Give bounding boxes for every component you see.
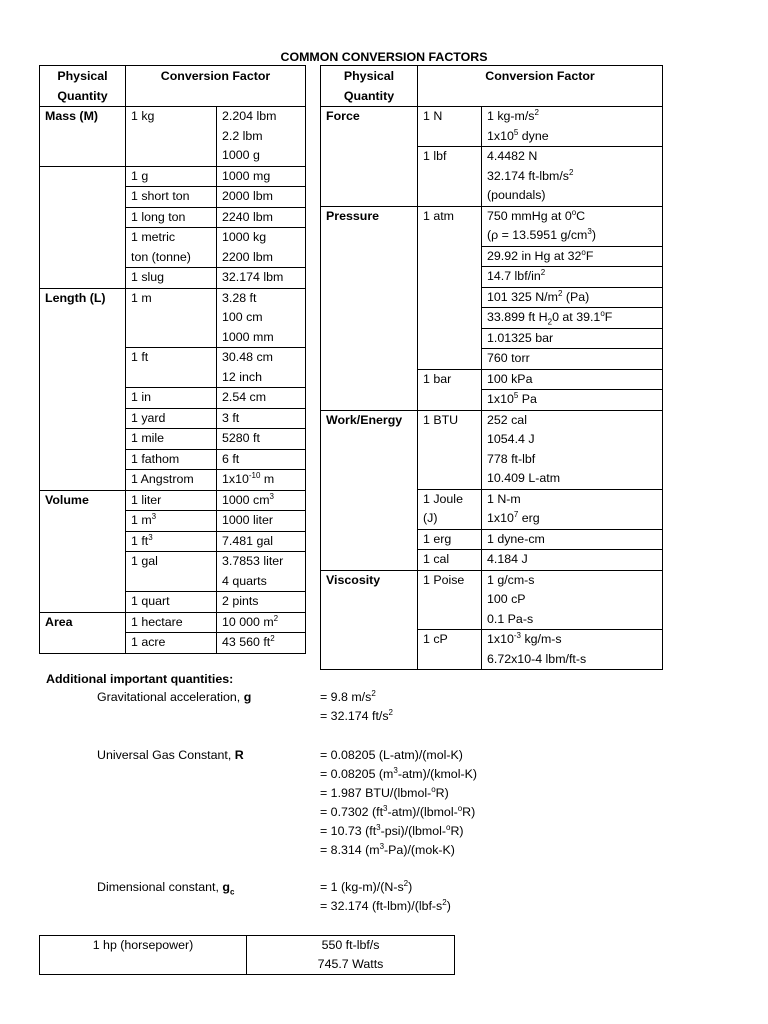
unit-cell	[418, 570, 482, 630]
value-text: 7.481 gal	[222, 533, 273, 548]
unit-text: 1 liter	[131, 492, 162, 507]
unit-cell	[126, 429, 217, 450]
unit-text: 1 metric	[131, 230, 176, 244]
unit-text: 1 cP	[423, 632, 448, 646]
unit-cell	[418, 529, 482, 550]
value-text: 12 inch	[222, 369, 262, 384]
value-text: 100 cm	[222, 310, 263, 324]
quantity-value: = 0.08205 $(m^3-atm)/(kmol-K)$	[320, 765, 477, 781]
unit-text: 1 Joule	[423, 491, 463, 506]
gas-constant-values	[320, 746, 477, 860]
unit-text: 1 fathom	[131, 451, 180, 466]
unit-text: 1 slug	[131, 270, 165, 284]
value-text: 3.28 ft	[222, 290, 257, 305]
table-row	[321, 570, 663, 630]
value-text: 2.54 cm	[222, 390, 267, 404]
value-text: 6 ft	[222, 451, 240, 466]
quantity-value: = 1.987 BTU/(lbmol-$^o$R)	[320, 784, 449, 800]
quantity-cell: Area	[40, 612, 126, 653]
unit-cell	[418, 107, 482, 147]
value-cell	[482, 369, 663, 390]
gravity-label: Gravitational acceleration, g	[97, 690, 252, 704]
value-text: $1x10^5$ Pa	[487, 390, 537, 406]
unit-cell	[126, 268, 217, 289]
quantity-value: = 1 $(kg-m)/(N-s^2)$	[320, 878, 413, 894]
unit-text: 1 $m^3$	[131, 511, 157, 527]
value-cell	[217, 288, 306, 348]
value-cell	[217, 552, 306, 592]
table-row	[40, 490, 306, 511]
value-text: 4.184 J	[487, 552, 528, 566]
unit-text: 1 erg	[423, 531, 452, 546]
horsepower-values: 550 ft-lbf/s 745.7 Watts	[247, 936, 455, 975]
unit-cell	[126, 470, 217, 491]
value-text: 2000 lbm	[222, 189, 273, 203]
value-cell	[217, 470, 306, 491]
unit-cell	[126, 592, 217, 613]
quantity-cell: Pressure	[321, 206, 418, 410]
quantity-value: = 0.7302 $(ft^3-atm)/(lbmol-^oR)$	[320, 803, 476, 819]
value-cell	[482, 489, 663, 529]
value-cell	[217, 633, 306, 654]
value-cell	[217, 531, 306, 552]
unit-cell	[418, 369, 482, 410]
value-cell	[217, 429, 306, 450]
horsepower-label: 1 hp (horsepower)	[40, 936, 247, 975]
value-text: 3 ft	[222, 410, 240, 425]
value-text: 3.7853 liter	[222, 554, 284, 568]
header-physical-quantity: Physical Quantity	[321, 66, 418, 107]
conversion-table-right	[320, 65, 663, 670]
value-cell	[217, 228, 306, 268]
unit-text: ton (tonne)	[131, 249, 191, 264]
unit-text: 1 acre	[131, 635, 166, 649]
value-text: 1000 kg	[222, 230, 267, 244]
header-physical-quantity: Physical Quantity	[40, 66, 126, 107]
unit-cell	[126, 207, 217, 228]
value-cell	[482, 570, 663, 630]
value-cell	[482, 410, 663, 489]
unit-cell	[126, 348, 217, 388]
unit-cell	[126, 228, 217, 268]
quantity-cell: Length (L)	[40, 288, 126, 490]
unit-cell	[418, 630, 482, 670]
value-cell	[482, 267, 663, 288]
unit-text: 1 bar	[423, 371, 452, 386]
unit-cell	[126, 388, 217, 409]
quantity-value: = 32.174 $ft/s^2$	[320, 707, 393, 723]
value-cell	[217, 107, 306, 167]
unit-text: 1 BTU	[423, 412, 459, 427]
unit-cell	[418, 550, 482, 571]
value-text: 1000 mg	[222, 168, 271, 183]
value-text: 1.01325 bar	[487, 330, 554, 345]
unit-cell	[418, 206, 482, 369]
value-cell	[217, 187, 306, 208]
quantity-value: = 10.73 $(ft^3-psi)/(lbmol-^oR)$	[320, 822, 464, 838]
header-conversion-factor: Conversion Factor	[126, 66, 306, 107]
value-text: 1000 mm	[222, 329, 274, 344]
quantity-cell: Work/Energy	[321, 410, 418, 570]
unit-cell	[418, 147, 482, 207]
value-text: 32.174 $ft-lbm/s^2$	[487, 167, 574, 183]
unit-cell	[126, 531, 217, 552]
unit-text: 1 short ton	[131, 189, 190, 203]
value-text: 760 torr	[487, 351, 530, 365]
unit-cell	[126, 449, 217, 470]
unit-text: 1 atm	[423, 208, 454, 223]
value-text: 33.899 ft $H_20$ at 39.1$^o$F	[487, 308, 613, 327]
header-conversion-factor: Conversion Factor	[418, 66, 663, 107]
quantity-value: = 8.314 $(m^3-Pa)/(mok-K)$	[320, 841, 455, 857]
value-text: 1 N-m	[487, 491, 521, 506]
unit-text: 1 quart	[131, 594, 170, 608]
value-text: 1 dyne-cm	[487, 531, 545, 546]
value-text: 4 quarts	[222, 573, 267, 588]
unit-text: 1 in	[131, 390, 151, 404]
value-text: 5280 ft	[222, 431, 260, 445]
quantity-cell: Force	[321, 107, 418, 207]
unit-cell	[126, 288, 217, 348]
value-text: 2 pints	[222, 594, 259, 608]
quantity-value: = 9.8 $m/s^2$	[320, 688, 376, 704]
quantity-value: = 0.08205 (L-atm)/(mol-K)	[320, 748, 463, 762]
value-text: 750 mmHg at 0$^o$C	[487, 207, 586, 223]
quantity-cell: Mass (M)	[40, 107, 126, 167]
value-text: 10 000 $m^2$	[222, 613, 279, 629]
value-text: 2.2 lbm	[222, 128, 263, 143]
quantity-cell	[40, 166, 126, 288]
unit-text: 1 lbf	[423, 149, 447, 163]
value-cell	[482, 550, 663, 571]
unit-cell	[126, 166, 217, 187]
unit-cell	[126, 511, 217, 532]
value-cell	[482, 287, 663, 308]
value-text: 1 g/cm-s	[487, 572, 535, 587]
dimensional-constant-values	[320, 878, 451, 916]
value-text: $1x10^{-3}$ kg/m-s	[487, 630, 562, 646]
value-cell	[217, 388, 306, 409]
value-text: $1x10^5$ dyne	[487, 127, 549, 143]
value-text: 2.204 lbm	[222, 109, 277, 123]
unit-text: 1 kg	[131, 109, 155, 123]
value-cell	[482, 246, 663, 267]
value-text: 43 560 $ft^2$	[222, 633, 275, 649]
unit-text: 1 m	[131, 290, 152, 305]
value-text: 1000 $cm^3$	[222, 491, 274, 507]
value-text: (ρ = 13.5951 $g/cm^3$)	[487, 226, 596, 242]
value-cell	[217, 592, 306, 613]
page-title: COMMON CONVERSION FACTORS	[280, 50, 488, 64]
table-row	[40, 166, 306, 187]
gas-constant-label: Universal Gas Constant, R	[97, 748, 244, 762]
value-cell	[217, 166, 306, 187]
value-text: 2240 lbm	[222, 209, 273, 224]
value-cell	[482, 147, 663, 207]
value-cell	[482, 529, 663, 550]
value-cell	[217, 490, 306, 511]
table-row	[40, 288, 306, 348]
quantity-value: = 32.174 $(ft-lbm)/(lbf-s^2)$	[320, 897, 451, 913]
quantity-cell: Viscosity	[321, 570, 418, 670]
unit-text: 1 cal	[423, 552, 450, 566]
value-cell	[482, 630, 663, 670]
value-text: 252 cal	[487, 412, 527, 427]
unit-cell	[126, 107, 217, 167]
quantity-cell: Volume	[40, 490, 126, 612]
unit-text: 1 long ton	[131, 209, 186, 224]
table-row	[321, 410, 663, 489]
value-text: 0.1 Pa-s	[487, 611, 534, 626]
value-text: 6.72x10-4 lbm/ft-s	[487, 651, 587, 666]
value-text: 101 325 $N/m^2$ (Pa)	[487, 288, 590, 304]
value-text: 29.92 in Hg at 32$^o$F	[487, 247, 594, 263]
unit-cell	[126, 612, 217, 633]
unit-text: (J)	[423, 511, 438, 525]
value-cell	[217, 511, 306, 532]
value-text: 14.7 lbf/$in^2$	[487, 267, 546, 283]
unit-text: 1 N	[423, 109, 443, 123]
table-row	[321, 107, 663, 147]
gc-symbol: $g_c$	[222, 880, 235, 897]
additional-heading: Additional important quantities:	[46, 672, 234, 686]
unit-text: 1 gal	[131, 554, 158, 568]
dimensional-constant-label: Dimensional constant, $g_c$	[97, 880, 235, 897]
unit-text: 1 Poise	[423, 572, 465, 587]
value-text: 30.48 cm	[222, 350, 273, 364]
value-text: 100 kPa	[487, 371, 533, 386]
value-text: 32.174 lbm	[222, 270, 284, 284]
unit-text: 1 $ft^3$	[131, 532, 153, 548]
unit-cell	[126, 408, 217, 429]
table-row	[40, 107, 306, 167]
unit-text: 1 g	[131, 168, 149, 183]
value-text: (poundals)	[487, 188, 546, 202]
unit-text: 1 hectare	[131, 614, 183, 629]
value-cell	[217, 268, 306, 289]
value-cell	[482, 206, 663, 246]
value-text: 100 cP	[487, 592, 526, 606]
unit-text: 1 mile	[131, 431, 165, 445]
unit-cell	[418, 410, 482, 489]
value-text: $1x10^7$ erg	[487, 509, 540, 525]
value-cell	[217, 408, 306, 429]
conversion-table-left	[39, 65, 306, 654]
value-cell	[482, 349, 663, 370]
value-text: 10.409 L-atm	[487, 471, 561, 485]
value-cell	[217, 449, 306, 470]
value-cell	[217, 612, 306, 633]
unit-text: 1 Angstrom	[131, 472, 194, 486]
value-cell	[482, 390, 663, 411]
value-text: 1000 g	[222, 148, 260, 162]
unit-cell	[126, 490, 217, 511]
unit-cell	[126, 187, 217, 208]
value-cell	[482, 328, 663, 349]
value-text: $1x10^{-10}$ m	[222, 470, 275, 486]
table-row	[40, 612, 306, 633]
value-text: 2200 lbm	[222, 249, 273, 264]
value-cell	[217, 348, 306, 388]
unit-cell	[418, 489, 482, 529]
unit-cell	[126, 633, 217, 654]
unit-cell	[126, 552, 217, 592]
value-text: 1000 liter	[222, 513, 273, 527]
value-text: 4.4482 N	[487, 149, 538, 163]
horsepower-table	[39, 935, 455, 975]
value-cell	[482, 107, 663, 147]
value-text: 1054.4 J	[487, 432, 535, 446]
value-text: 1 $kg-m/s^2$	[487, 107, 539, 123]
value-cell	[482, 308, 663, 329]
value-text: 778 ft-lbf	[487, 451, 536, 466]
value-cell	[217, 207, 306, 228]
unit-text: 1 yard	[131, 410, 166, 425]
unit-text: 1 ft	[131, 350, 149, 364]
table-row	[321, 206, 663, 246]
gravity-values	[320, 688, 393, 726]
